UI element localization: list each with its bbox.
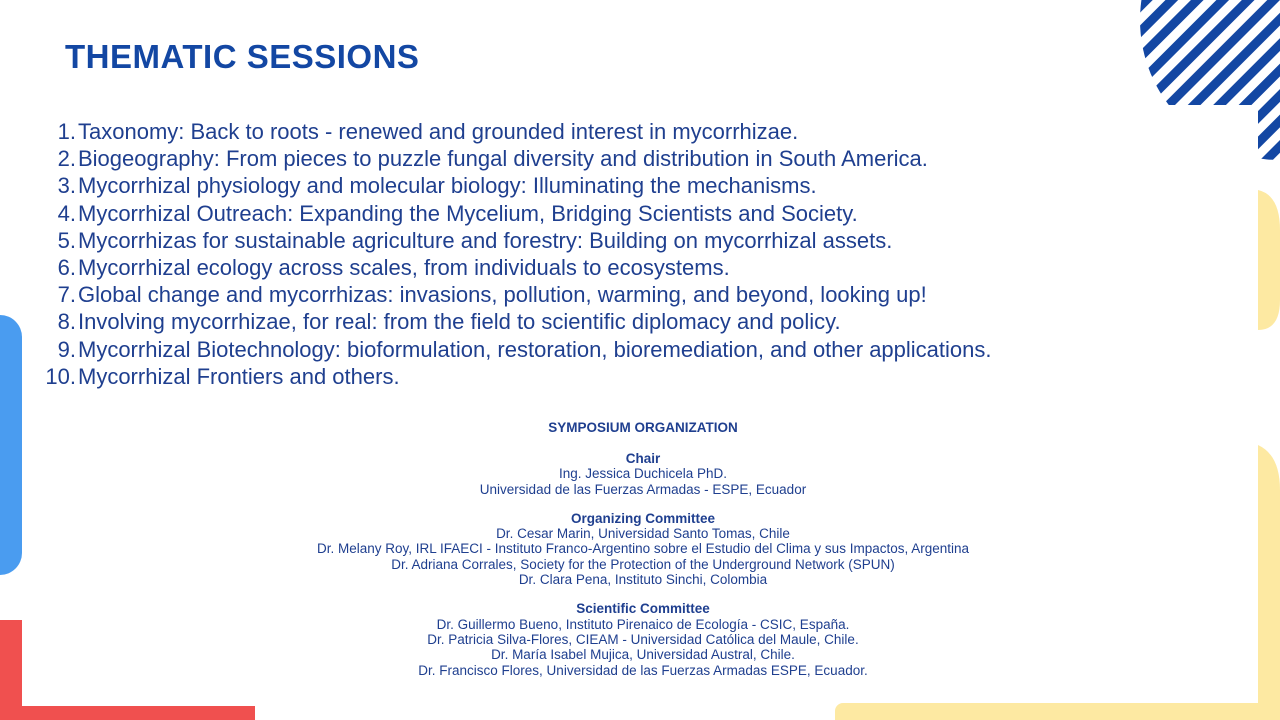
- page-title: THEMATIC SESSIONS: [65, 38, 420, 75]
- item-text: Mycorrhizal Outreach: Expanding the Mycelium, Bridging Scientists and Society.: [78, 200, 858, 226]
- organization-title: SYMPOSIUM ORGANIZATION: [548, 420, 738, 435]
- item-number: 5.: [57, 227, 76, 253]
- committee-member: Dr. Francisco Flores, Universidad de las Fuerzas Armadas ESPE, Ecuador.: [418, 662, 868, 678]
- organizing-committee-heading: Organizing Committee: [570, 510, 715, 526]
- item-number: 7.: [57, 282, 76, 308]
- yellow-bottom-decoration: [835, 703, 1280, 720]
- item-text: Mycorrhizal physiology and molecular biology: Illuminating the mechanisms.: [78, 173, 817, 199]
- item-text: Global change and mycorrhizas: invasions, pollution, warming, and beyond, looking up!: [78, 282, 927, 308]
- item-number: 9.: [57, 336, 76, 362]
- item-text: Mycorrhizal ecology across scales, from individuals to ecosystems.: [78, 254, 730, 280]
- item-number: 2.: [57, 146, 76, 172]
- item-number: 6.: [57, 254, 76, 280]
- committee-member: Dr. Patricia Silva-Flores, CIEAM - Universidad Católica del Maule, Chile.: [427, 631, 859, 647]
- item-text: Biogeography: From pieces to puzzle fungal diversity and distribution in South America.: [78, 146, 928, 172]
- item-number: 10.: [45, 363, 76, 389]
- item-text: Involving mycorrhizae, for real: from the field to scientific diplomacy and policy.: [78, 309, 841, 335]
- item-number: 8.: [57, 309, 76, 335]
- committee-member: Dr. María Isabel Mujica, Universidad Austral, Chile.: [491, 647, 795, 663]
- scientific-committee-heading: Scientific Committee: [576, 601, 710, 617]
- symposium-organization: [200, 420, 1086, 678]
- chair-line: Ing. Jessica Duchicela PhD.: [558, 466, 728, 482]
- item-number: 1.: [57, 119, 76, 144]
- committee-member: Dr. Adriana Corrales, Society for the Protection of the Underground Network (SPUN): [391, 556, 895, 572]
- item-number: 3.: [57, 173, 76, 199]
- item-number: 4.: [57, 200, 76, 226]
- committee-member: Dr. Guillermo Bueno, Instituto Pirenaico de Ecología - CSIC, España.: [436, 616, 850, 632]
- committee-member: Dr. Cesar Marin, Universidad Santo Tomas, Chile: [496, 526, 790, 542]
- committee-member: Dr. Clara Pena, Instituto Sinchi, Colombia: [518, 572, 768, 588]
- item-text: Mycorrhizal Biotechnology: bioformulation, restoration, bioremediation, and other applications.: [78, 336, 992, 362]
- item-text: Taxonomy: Back to roots - renewed and grounded interest in mycorrhizae.: [78, 119, 799, 144]
- item-text: Mycorrhizal Frontiers and others.: [78, 363, 400, 389]
- committee-member: Dr. Melany Roy, IRL IFAECI - Instituto Franco-Argentino sobre el Estudio del Clima y sus Impactos, Argentina: [316, 541, 970, 557]
- item-text: Mycorrhizas for sustainable agriculture and forestry: Building on mycorrhizal assets.: [78, 227, 893, 253]
- chair-heading: Chair: [625, 451, 661, 466]
- chair-line: Universidad de las Fuerzas Armadas - ESPE, Ecuador: [479, 481, 807, 497]
